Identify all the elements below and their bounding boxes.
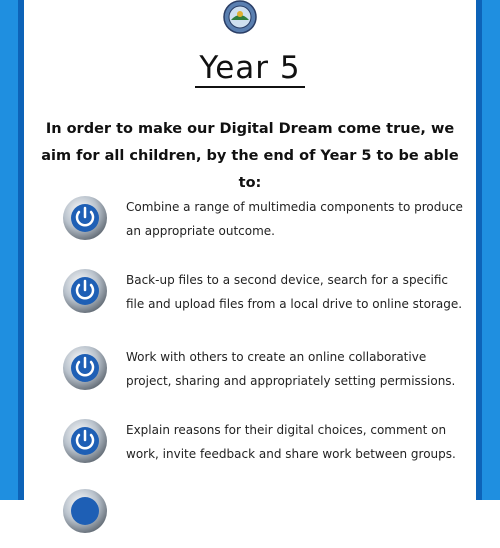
power-button-icon — [62, 418, 108, 464]
intro-text: In order to make our Digital Dream come true, we aim for all children, by the end of Year 5 to be able to: — [41, 121, 459, 191]
list-item-text: Combine a range of multimedia components to produce an appropriate outcome. — [126, 200, 463, 238]
page-title: Year 5 — [0, 50, 500, 86]
list-item-text: Work with others to create an online collaborative project, sharing and appropriately setting permissions. — [126, 350, 456, 388]
list-item — [62, 418, 462, 478]
list-item-text: Explain reasons for their digital choices, comment on work, invite feedback and share work between groups. — [126, 423, 456, 461]
list-item — [62, 268, 462, 328]
school-crest-icon — [223, 0, 257, 34]
list-item-text: Back-up files to a second device, search for a specific file and upload files from a local drive to online storage. — [126, 273, 463, 311]
power-button-icon — [62, 268, 108, 314]
power-button-icon — [62, 195, 108, 241]
power-button-icon — [62, 488, 108, 534]
list-item-partial — [62, 488, 462, 548]
list-item — [62, 195, 462, 255]
power-button-icon — [62, 345, 108, 391]
list-item — [62, 345, 462, 405]
